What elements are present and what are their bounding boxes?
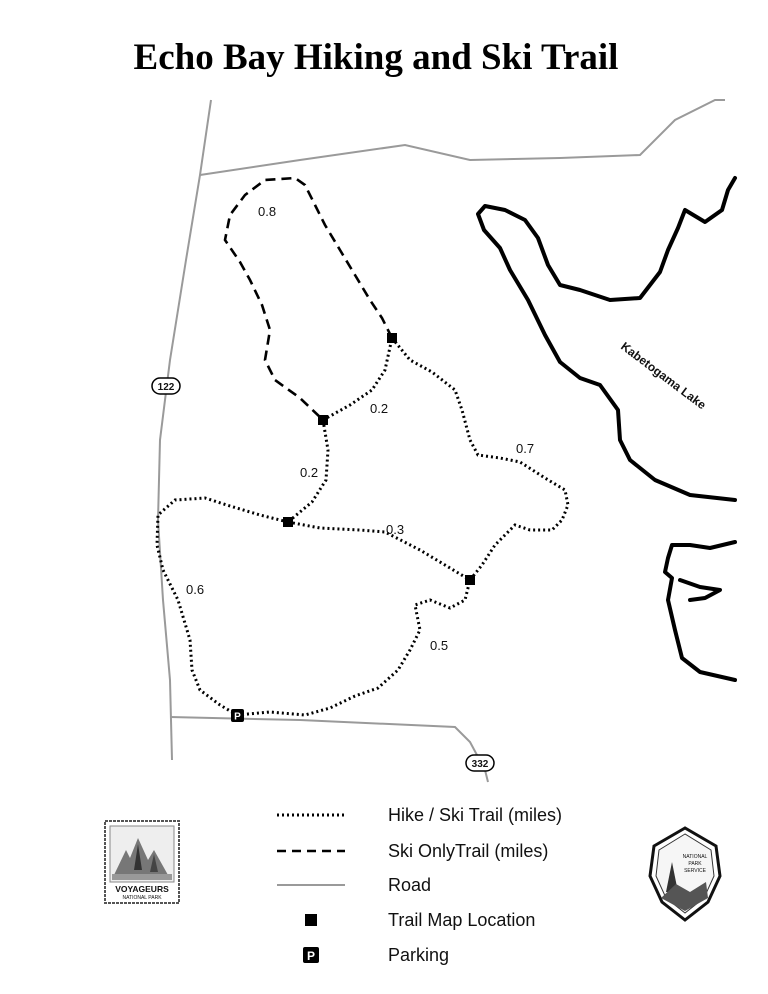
parking-glyph: P — [234, 711, 241, 723]
route-shield-332 — [466, 755, 494, 771]
road-left — [158, 100, 211, 760]
lake-shore — [478, 178, 735, 680]
parking-icon — [275, 945, 347, 965]
road-south — [170, 717, 488, 782]
roads — [158, 100, 725, 782]
legend-label: Hike / Ski Trail (miles) — [388, 804, 563, 825]
trail-seg-0-6 — [157, 498, 288, 715]
route-label: 332 — [471, 759, 489, 770]
distance-label: 0.2 — [300, 465, 319, 480]
ski-only-trail — [225, 178, 392, 420]
trail-map-location-marker — [465, 575, 475, 585]
distance-label: 0.6 — [186, 582, 205, 597]
voyageurs-logo — [104, 820, 180, 909]
legend-label: Parking — [388, 944, 450, 965]
legend-item-ski-only — [275, 836, 549, 866]
nps-line: NATIONAL — [682, 854, 708, 860]
trail-map-location-marker — [318, 415, 328, 425]
parking-marker — [231, 709, 244, 723]
trail-seg-0-3 — [288, 522, 470, 580]
lake-label: Kabetogama Lake — [618, 339, 709, 413]
distance-label: 0.8 — [258, 204, 277, 219]
map-title: Echo Bay Hiking and Ski Trail — [133, 37, 619, 78]
nps-line: PARK — [688, 861, 702, 867]
trail-map-location-marker — [387, 333, 397, 343]
dotted-line-icon — [275, 805, 347, 825]
route-shield-122 — [152, 378, 180, 394]
legend-label: Trail Map Location — [388, 909, 536, 930]
hike-ski-trail — [157, 338, 568, 715]
ski-loop-0-8 — [225, 178, 392, 420]
nps-arrowhead-logo — [646, 826, 724, 927]
trail-markers — [283, 333, 475, 585]
route-label: 122 — [157, 382, 175, 393]
road-line-icon — [275, 875, 347, 895]
shoreline-south — [665, 542, 735, 680]
logo-subtext: NATIONAL PARK — [122, 895, 162, 901]
distance-label: 0.2 — [370, 401, 389, 416]
distance-label: 0.7 — [516, 441, 535, 456]
road-north — [200, 100, 725, 175]
distance-labels — [186, 204, 534, 653]
trail-map-location-marker — [283, 517, 293, 527]
legend-item-hike-ski — [275, 800, 563, 830]
legend-item-road — [275, 870, 432, 900]
parking-icon-glyph: P — [306, 949, 316, 963]
legend-item-parking — [275, 940, 450, 970]
dashed-line-icon — [275, 841, 347, 861]
distance-label: 0.5 — [430, 638, 449, 653]
distance-label: 0.3 — [386, 522, 405, 537]
trail-seg-0-7 — [392, 338, 568, 580]
nps-line: SERVICE — [684, 868, 706, 874]
black-square-icon — [275, 910, 347, 930]
legend-label: Ski OnlyTrail (miles) — [388, 840, 549, 861]
legend-item-location — [275, 905, 536, 935]
shoreline-point — [680, 580, 720, 600]
logo-text: VOYAGEURS — [115, 884, 169, 894]
legend-label: Road — [388, 874, 432, 895]
